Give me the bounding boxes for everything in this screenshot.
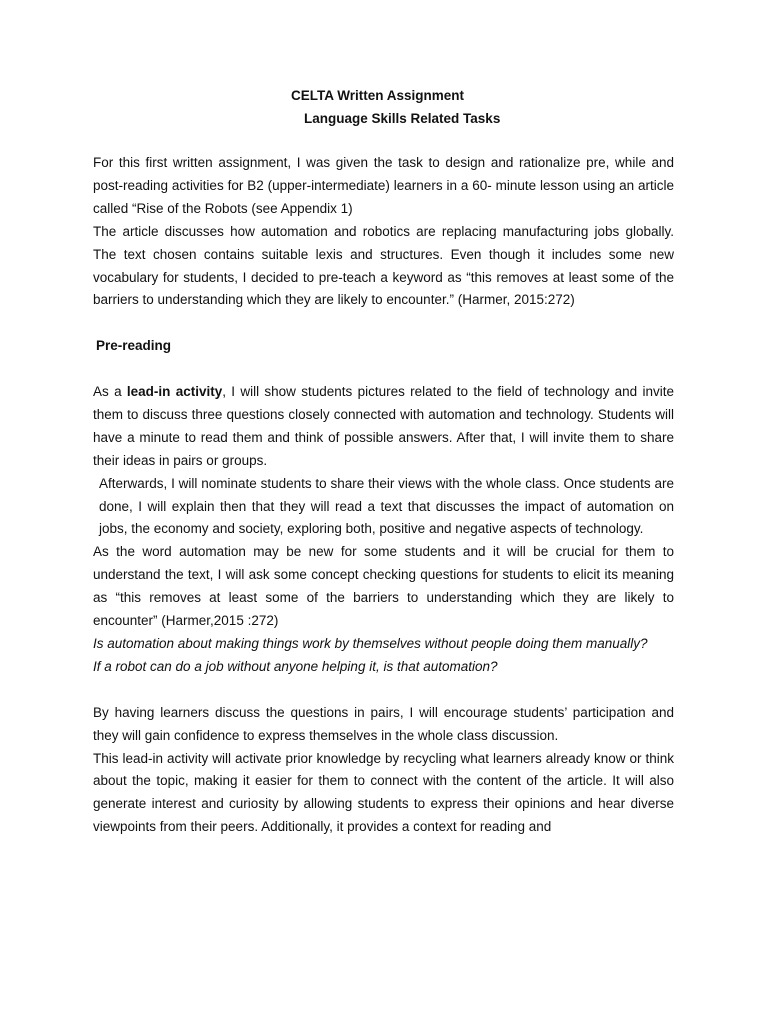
concept-question-2: If a robot can do a job without anyone helping it, is that automation? bbox=[93, 658, 498, 674]
document-subtitle: Language Skills Related Tasks bbox=[304, 111, 501, 126]
section-heading-pre-reading: Pre-reading bbox=[96, 338, 172, 354]
spacer bbox=[93, 679, 674, 702]
spacer bbox=[93, 312, 674, 335]
intro-paragraph-2: The article discusses how automation and robotics are replacing manufacturing jobs globally. The text chosen contains suitable lexis and structures. Even though it includes some new vocabulary for students, I decided to pre-teach a keyword as “this removes at least some of the barriers to understanding which they are likely to encounter.” (Harmer, 2015:272) bbox=[93, 223, 674, 308]
document-body bbox=[93, 152, 674, 839]
pre-reading-paragraph-4: By having learners discuss the questions in pairs, I will encourage students’ participation and they will gain confidence to express themselves in the whole class discussion. bbox=[93, 704, 674, 743]
intro-paragraph-1: For this first written assignment, I was given the task to design and rationalize pre, while and post-reading activities for B2 (upper-intermediate) learners in a 60- minute lesson using an article called “Rise of the Robots (see Appendix 1) bbox=[93, 155, 674, 216]
spacer bbox=[93, 358, 674, 381]
pre-reading-paragraph-2: Afterwards, I will nominate students to share their views with the whole class. Once students are done, I will explain then that they will read a text that discusses the impact of automation on jobs, the economy and society, exploring both, positive and negative aspects of technology. bbox=[99, 475, 674, 537]
pre-reading-paragraph-5: This lead-in activity will activate prior knowledge by recycling what learners already know or think about the topic, making it easier for them to connect with the content of the article. It will also generate interest and curiosity by allowing students to express their opinions and hear diverse viewpoints from their peers. Additionally, it provides a context for reading and bbox=[93, 750, 674, 835]
bold-term: lead-in activity bbox=[126, 384, 223, 400]
document-title: CELTA Written Assignment bbox=[291, 88, 465, 103]
pre-reading-paragraph-3: As the word automation may be new for some students and it will be crucial for them to understand the text, I will ask some concept checking questions for students to elicit its meaning as “this removes at least some of the barriers to understanding which they are likely to encounter” (Harmer,2015 :272) bbox=[93, 544, 674, 629]
paragraph-text: As a bbox=[93, 384, 127, 400]
concept-question-1: Is automation about making things work by themselves without people doing them manually? bbox=[93, 636, 648, 651]
pre-reading-paragraph-1 bbox=[93, 381, 674, 473]
paragraph-text: , I will show students pictures related to the field of technology and invite them to discuss three questions closely connected with automation and technology. Students will have a minute to read them and think of possible answers. After that, I will invite them to share their ideas in pairs or groups. bbox=[93, 384, 674, 468]
